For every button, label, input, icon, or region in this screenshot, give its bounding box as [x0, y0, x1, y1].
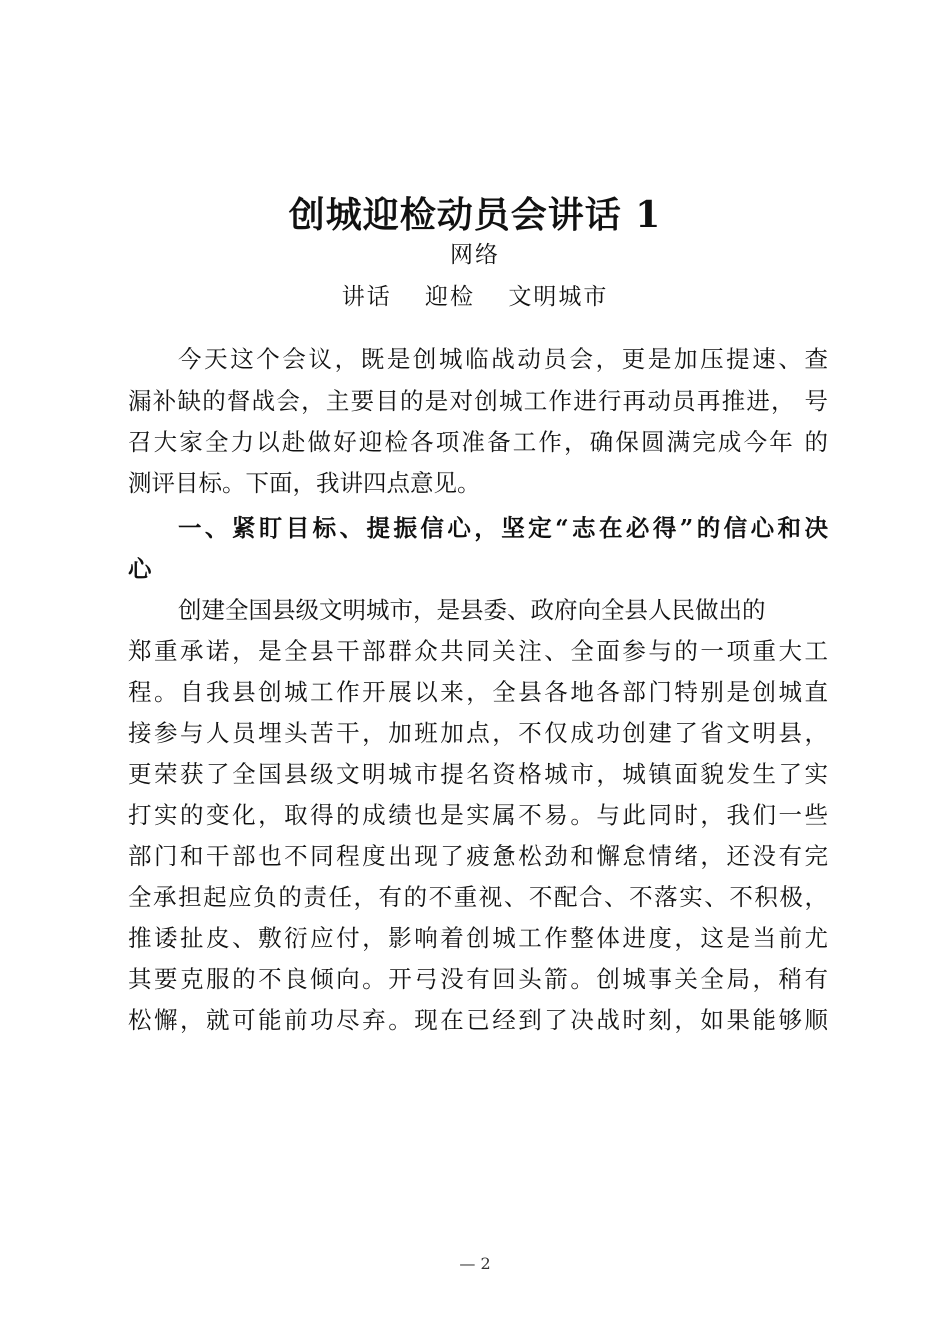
body-line: 全承担起应负的责任，有的不重视、不配合、不落实、不积极，	[128, 883, 828, 911]
section-heading: 一、紧盯目标、提振信心，坚定“志在必得”的信心和决	[178, 514, 828, 542]
body-line: 打实的变化，取得的成绩也是实属不易。与此同时，我们一些	[128, 801, 828, 829]
section-heading: 心	[128, 555, 152, 583]
body-line: 漏补缺的督战会，主要目的是对创城工作进行再动员再推进， 号	[128, 387, 828, 415]
body-line: 松懈，就可能前功尽弃。现在已经到了决战时刻，如果能够顺	[128, 1006, 828, 1034]
keyword: 文明城市	[508, 284, 609, 310]
page-number: — 2	[459, 1254, 491, 1273]
document-author: 网络	[450, 242, 500, 268]
body-line: 召大家全力以赴做好迎检各项准备工作，确保圆满完成今年 的	[128, 428, 828, 456]
body-line: 部门和干部也不同程度出现了疲惫松劲和懈怠情绪，还没有完	[128, 842, 828, 870]
keyword: 迎检	[425, 284, 475, 310]
body-line: 郑重承诺，是全县干部群众共同关注、全面参与的一项重大工	[128, 637, 828, 665]
body-line: 测评目标。下面，我讲四点意见。	[128, 469, 481, 497]
body-line: 今天这个会议，既是创城临战动员会，更是加压提速、查	[178, 345, 828, 373]
body-line: 其要克服的不良倾向。开弓没有回头箭。创城事关全局，稍有	[128, 965, 828, 993]
body-line: 程。自我县创城工作开展以来，全县各地各部门特别是创城直	[128, 678, 828, 706]
document-keywords	[0, 282, 950, 312]
body-line: 更荣获了全国县级文明城市提名资格城市，城镇面貌发生了实	[128, 760, 828, 788]
document-title: 创城迎检动员会讲话 1	[288, 194, 662, 236]
keyword: 讲话	[341, 284, 392, 310]
body-line: 接参与人员埋头苦干，加班加点，不仅成功创建了省文明县，	[128, 719, 828, 747]
body-line: 创建全国县级文明城市，是县委、政府向全县人民做出的	[178, 596, 766, 624]
body-line: 推诿扯皮、敷衍应付，影响着创城工作整体进度，这是当前尤	[128, 924, 828, 952]
